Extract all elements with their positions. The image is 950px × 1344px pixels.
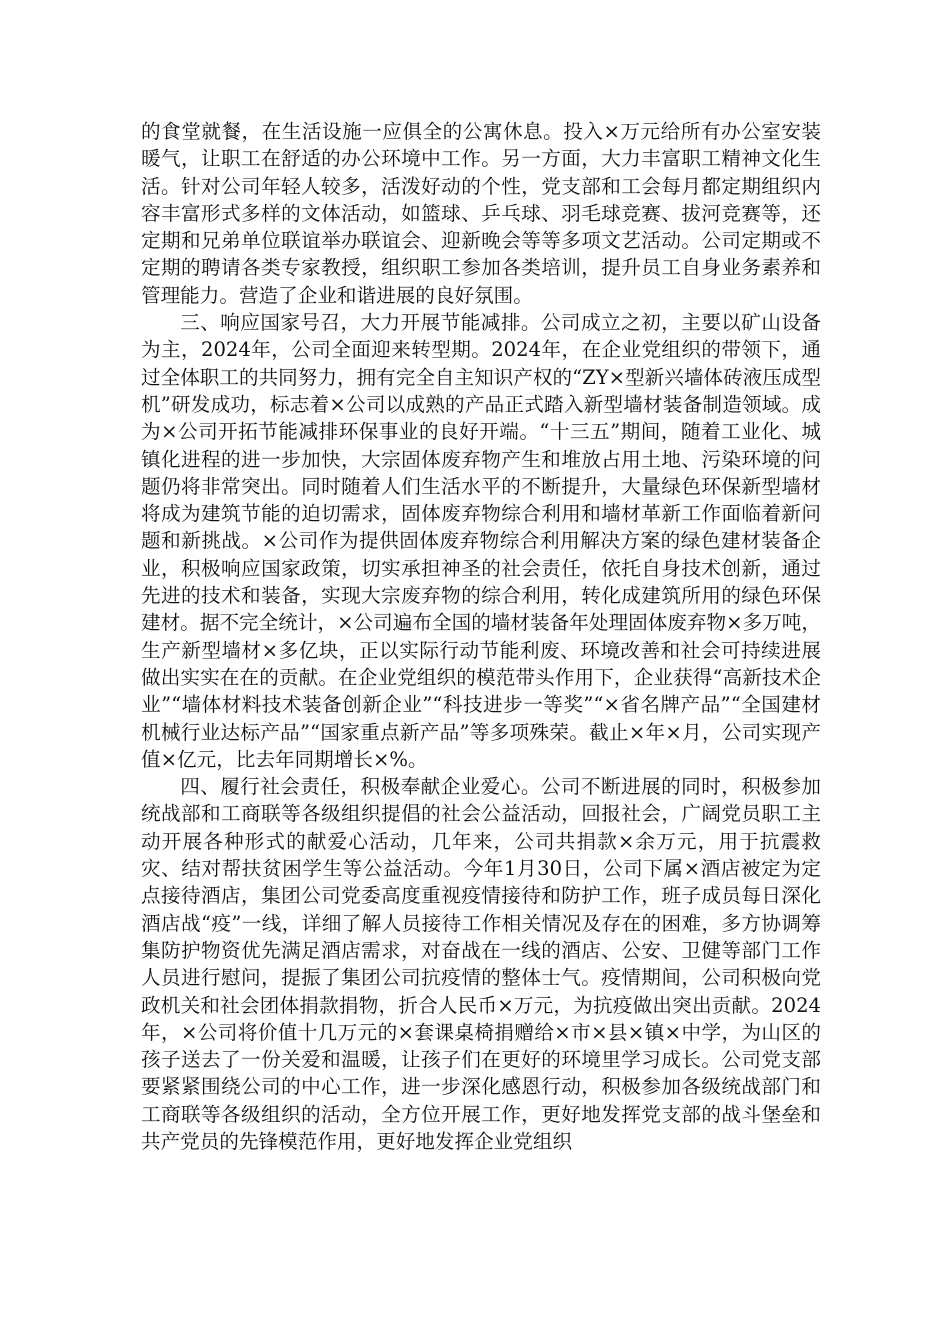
body-paragraph-continuation: 的食堂就餐，在生活设施一应俱全的公寓休息。投入×万元给所有办公室安装暖气，让职工在舒适的办公环境中工作。另一方面，大力丰富职工精神文化生活。针对公司年轻人较多，活泼好动的个性，党支部和工会每月都定期组织内容丰富形式多样的文体活动，如篮球、乒乓球、羽毛球竞赛、拔河竞赛等，还定期和兄弟单位联谊举办联谊会、迎新晚会等等多项文艺活动。公司定期或不定期的聘请各类专家教授，组织职工参加各类培训，提升员工自身业务素养和管理能力。营造了企业和谐进展的良好氛围。 — [141, 120, 821, 307]
body-paragraph-energy-saving: 三、响应国家号召，大力开展节能减排。公司成立之初，主要以矿山设备为主，2024年，公司全面迎来转型期。2024年，在企业党组织的带领下，通过全体职工的共同努力，拥有完全自主知识产权的“ZY×型新兴墙体砖液压成型机”研发成功，标志着×公司以成熟的产品正式踏入新型墙材装备制造领域。成为×公司开拓节能减排环保事业的良好开端。“十三五”期间，随着工业化、城镇化进程的进一步加快，大宗固体废弃物产生和堆放占用土地、污染环境的问题仍将非常突出。同时随着人们生活水平的不断提升，大量绿色环保新型墙材将成为建筑节能的迫切需求，固体废弃物综合利用和墙材革新工作面临着新问题和新挑战。×公司作为提供固体废弃物综合利用解决方案的绿色建材装备企业，积极响应国家政策，切实承担神圣的社会责任，依托自身技术创新，通过先进的技术和装备，实现大宗废弃物的综合利用，转化成建筑所用的绿色环保建材。据不完全统计，×公司遍布全国的墙材装备年处理固体废弃物×多万吨，生产新型墙材×多亿块，正以实际行动节能利废、环境改善和社会可持续进展做出实实在在的贡献。在企业党组织的模范带头作用下，企业获得“高新技术企业”“墙体材料技术装备创新企业”“科技进步一等奖”“×省名牌产品”“全国建材机械行业达标产品”“国家重点新产品”等多项殊荣。截止×年×月，公司实现产值×亿元，比去年同期增长×%。 — [141, 311, 821, 771]
body-paragraph-social-responsibility: 四、履行社会责任，积极奉献企业爱心。公司不断进展的同时，积极参加统战部和工商联等各级组织提倡的社会公益活动，回报社会，广阔党员职工主动开展各种形式的献爱心活动，几年来，公司共捐款×余万元，用于抗震救灾、结对帮扶贫困学生等公益活动。今年1月30日，公司下属×酒店被定为定点接待酒店，集团公司党委高度重视疫情接待和防护工作，班子成员每日深化酒店战“疫”一线，详细了解人员接待工作相关情况及存在的困难，多方协调筹集防护物资优先满足酒店需求，对奋战在一线的酒店、公安、卫健等部门工作人员进行慰问，提振了集团公司抗疫情的整体士气。疫情期间，公司积极向党政机关和社会团体捐款捐物，折合人民币×万元，为抗疫做出突出贡献。2024年，×公司将价值十几万元的×套课桌椅捐赠给×市×县×镇×中学，为山区的孩子送去了一份关爱和温暖，让孩子们在更好的环境里学习成长。公司党支部要紧紧围绕公司的中心工作，进一步深化感恩行动，积极参加各级统战部门和工商联等各级组织的活动，全方位开展工作，更好地发挥党支部的战斗堡垒和共产党员的先锋模范作用，更好地发挥企业党组织 — [141, 775, 821, 1153]
document-page — [141, 118, 821, 1155]
